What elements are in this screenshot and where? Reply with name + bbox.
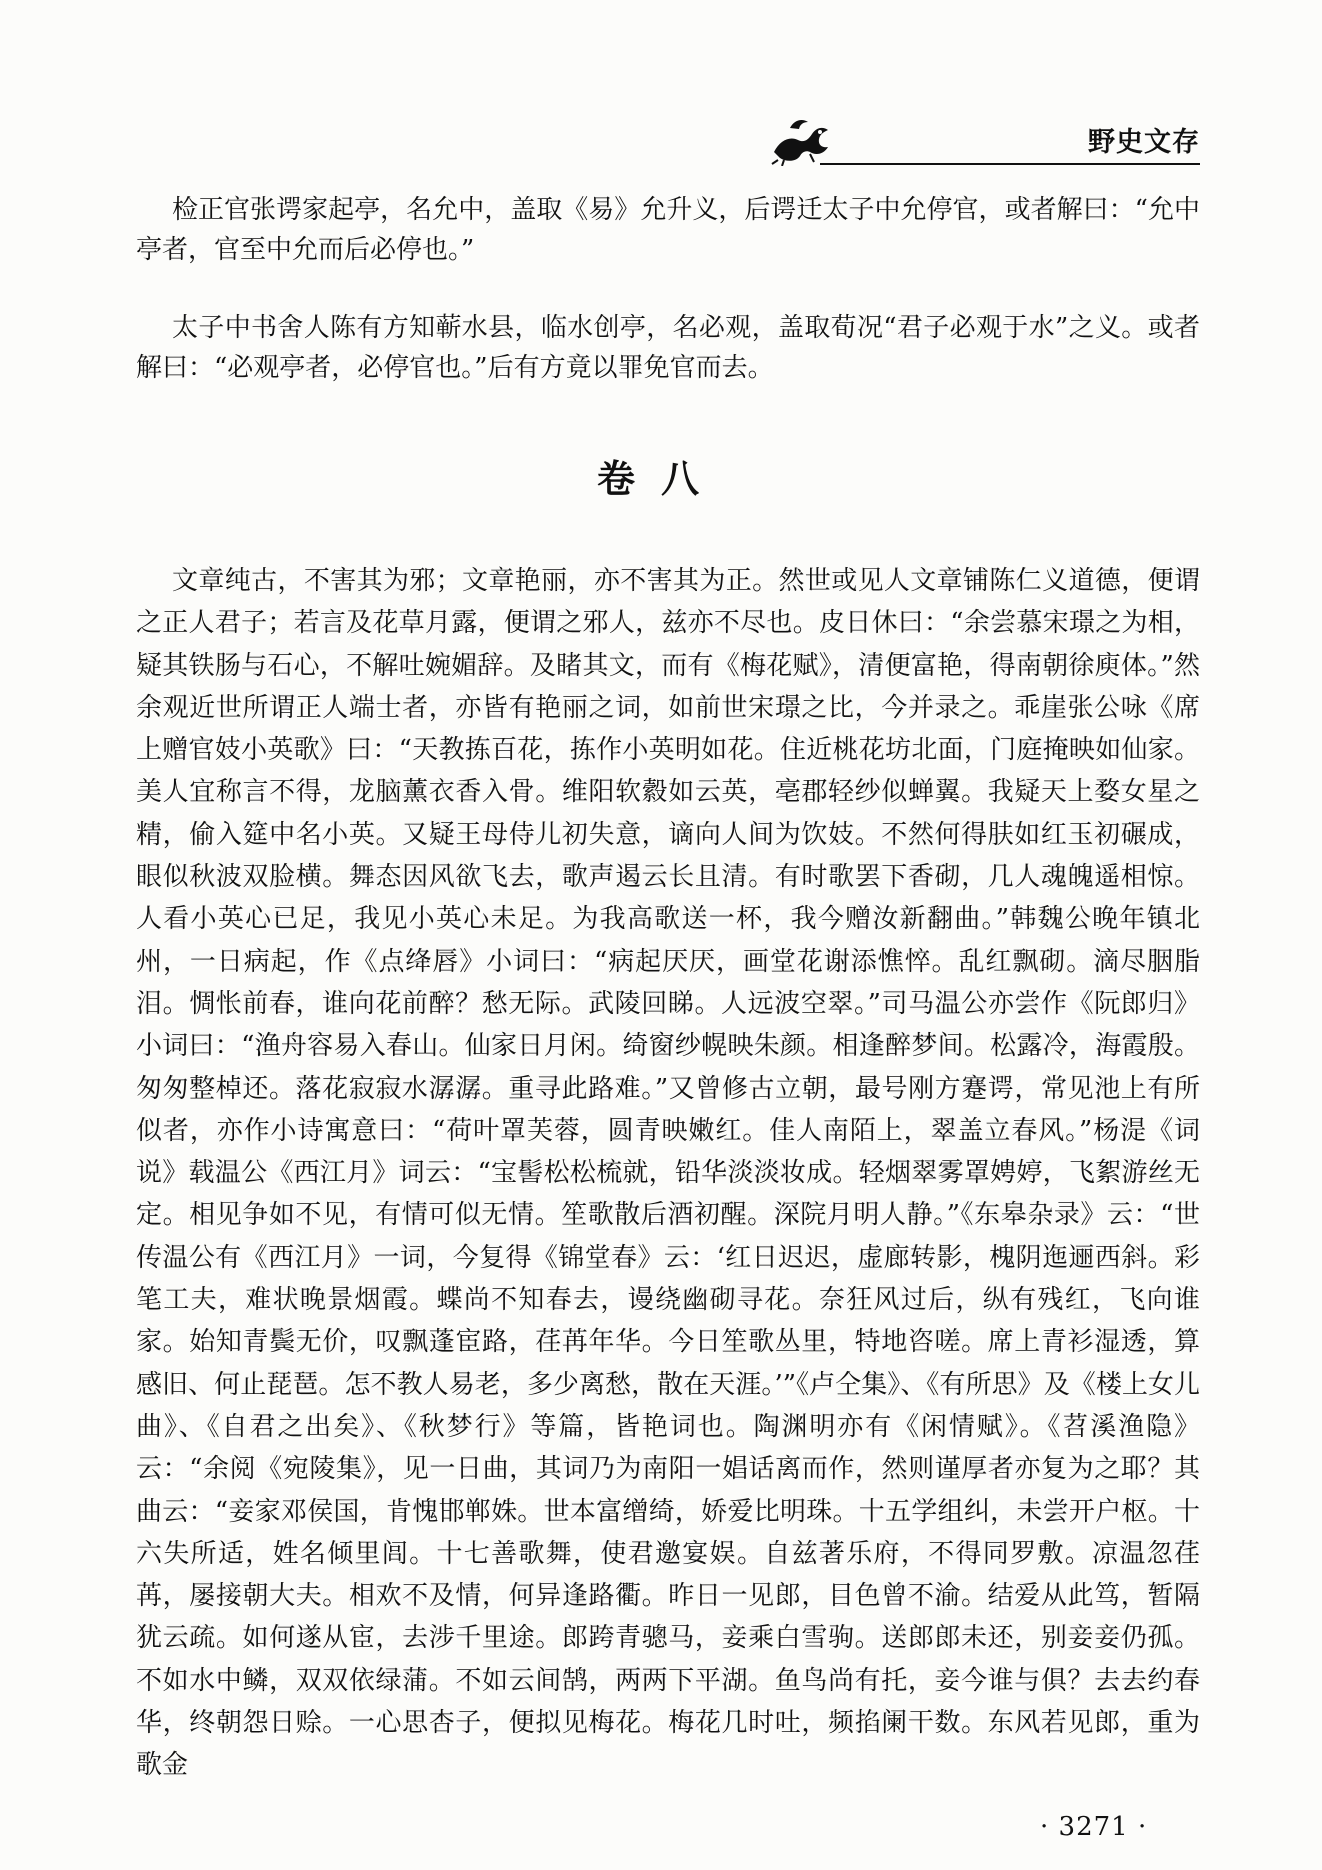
paragraph-1: 检正官张谔家起亭，名允中，盖取《易》允升义，后谔迁太子中允停官，或者解曰：“允中亭者，官至中允而后必停也。” bbox=[136, 195, 1200, 265]
paragraph-2: 太子中书舍人陈有方知蕲水县，临水创亭，名必观，盖取荀况“君子必观于水”之义。或者解曰：“必观亭者，必停官也。”后有方竟以罪免官而去。 bbox=[136, 313, 1200, 383]
header-rule bbox=[820, 163, 1200, 165]
dragon-logo-icon bbox=[770, 110, 834, 166]
chapter-paragraph: 文章纯古，不害其为邪；文章艳丽，亦不害其为正。然世或见人文章铺陈仁义道德，便谓之正人君子；若言及花草月露，便谓之邪人，兹亦不尽也。皮日休曰：“余尝慕宋璟之为相，疑其铁肠与石心，不解吐婉媚辞。及睹其文，而有《梅花赋》，清便富艳，得南朝徐庾体。”然余观近世所谓正人端士者，亦皆有艳丽之词，如前世宋璟之比，今并录之。乖崖张公咏《席上赠官妓小英歌》曰：“天教拣百花，拣作小英明如花。住近桃花坊北面，门庭掩映如仙家。美人宜称言不得，龙脑薰衣香入骨。维阳软縠如云英，亳郡轻纱似蝉翼。我疑天上婺女星之精，偷入筵中名小英。又疑王母侍儿初失意，谪向人间为饮妓。不然何得肤如红玉初碾成，眼似秋波双脸横。舞态因风欲飞去，歌声遏云长且清。有时歌罢下香砌，几人魂魄遥相惊。人看小英心已足，我见小英心未足。为我高歌送一杯，我今赠汝新翻曲。”韩魏公晚年镇北州，一日病起，作《点绛唇》小词曰：“病起厌厌，画堂花谢添憔悴。乱红飘砌。滴尽胭脂泪。惆怅前春，谁向花前醉？愁无际。武陵回睇。人远波空翠。”司马温公亦尝作《阮郎归》小词曰：“渔舟容易入春山。仙家日月闲。绮窗纱幌映朱颜。相逢醉梦间。松露冷，海霞殷。匆匆整棹还。落花寂寂水潺潺。重寻此路难。”又曾修古立朝，最号刚方蹇谔，常见池上有所似者，亦作小诗寓意曰：“荷叶罩芙蓉，圆青映嫩红。佳人南陌上，翠盖立春风。”杨湜《词说》载温公《西江月》词云：“宝髻松松梳就，铅华淡淡妆成。轻烟翠雾罩娉婷，飞絮游丝无定。相见争如不见，有情可似无情。笙歌散后酒初醒。深院月明人静。”《东皋杂录》云：“世传温公有《西江月》一词，今复得《锦堂春》云：‘红日迟迟，虚廊转影，槐阴迤逦西斜。彩笔工夫，难状晚景烟霞。蝶尚不知春去，谩绕幽砌寻花。奈狂风过后，纵有残红，飞向谁家。始知青鬓无价，叹飘蓬宦路，荏苒年华。今日笙歌丛里，特地咨嗟。席上青衫湿透，算感旧、何止琵琶。怎不教人易老，多少离愁，散在天涯。’”《卢仝集》、《有所思》及《楼上女儿曲》、《自君之出矣》、《秋梦行》等篇，皆艳词也。陶渊明亦有《闲情赋》。《苕溪渔隐》云：“余阅《宛陵集》，见一日曲，其词乃为南阳一娼话离而作，然则谨厚者亦复为之耶？其曲云：“妾家邓侯国，肯愧邯郸姝。世本富缯绮，娇爱比明珠。十五学组纠，未尝开户枢。十六失所适，姓名倾里闾。十七善歌舞，使君邀宴娱。自兹著乐府，不得同罗敷。凉温忽荏苒，屡接朝大夫。相欢不及情，何异逢路衢。昨日一见郎，目色曾不渝。结爱从此笃，暂隔犹云疏。如何遂从宦，去涉千里途。郎跨青骢马，妾乘白雪驹。送郎郎未还，别妾妾仍孤。不如水中鳞，双双依绿蒲。不如云间鹄，两两下平湖。鱼鸟尚有托，妾今谁与俱？去去约春华，终朝怨日赊。一心思杏子，便拟见梅花。梅花几时吐，频掐阑干数。东风若见郎，重为歌金 bbox=[136, 566, 1200, 1781]
running-header bbox=[770, 110, 1200, 170]
page-number: · 3271 · bbox=[1040, 1812, 1148, 1842]
chapter-title: 卷八 bbox=[596, 457, 725, 501]
header-title: 野史文存 bbox=[1088, 127, 1200, 158]
